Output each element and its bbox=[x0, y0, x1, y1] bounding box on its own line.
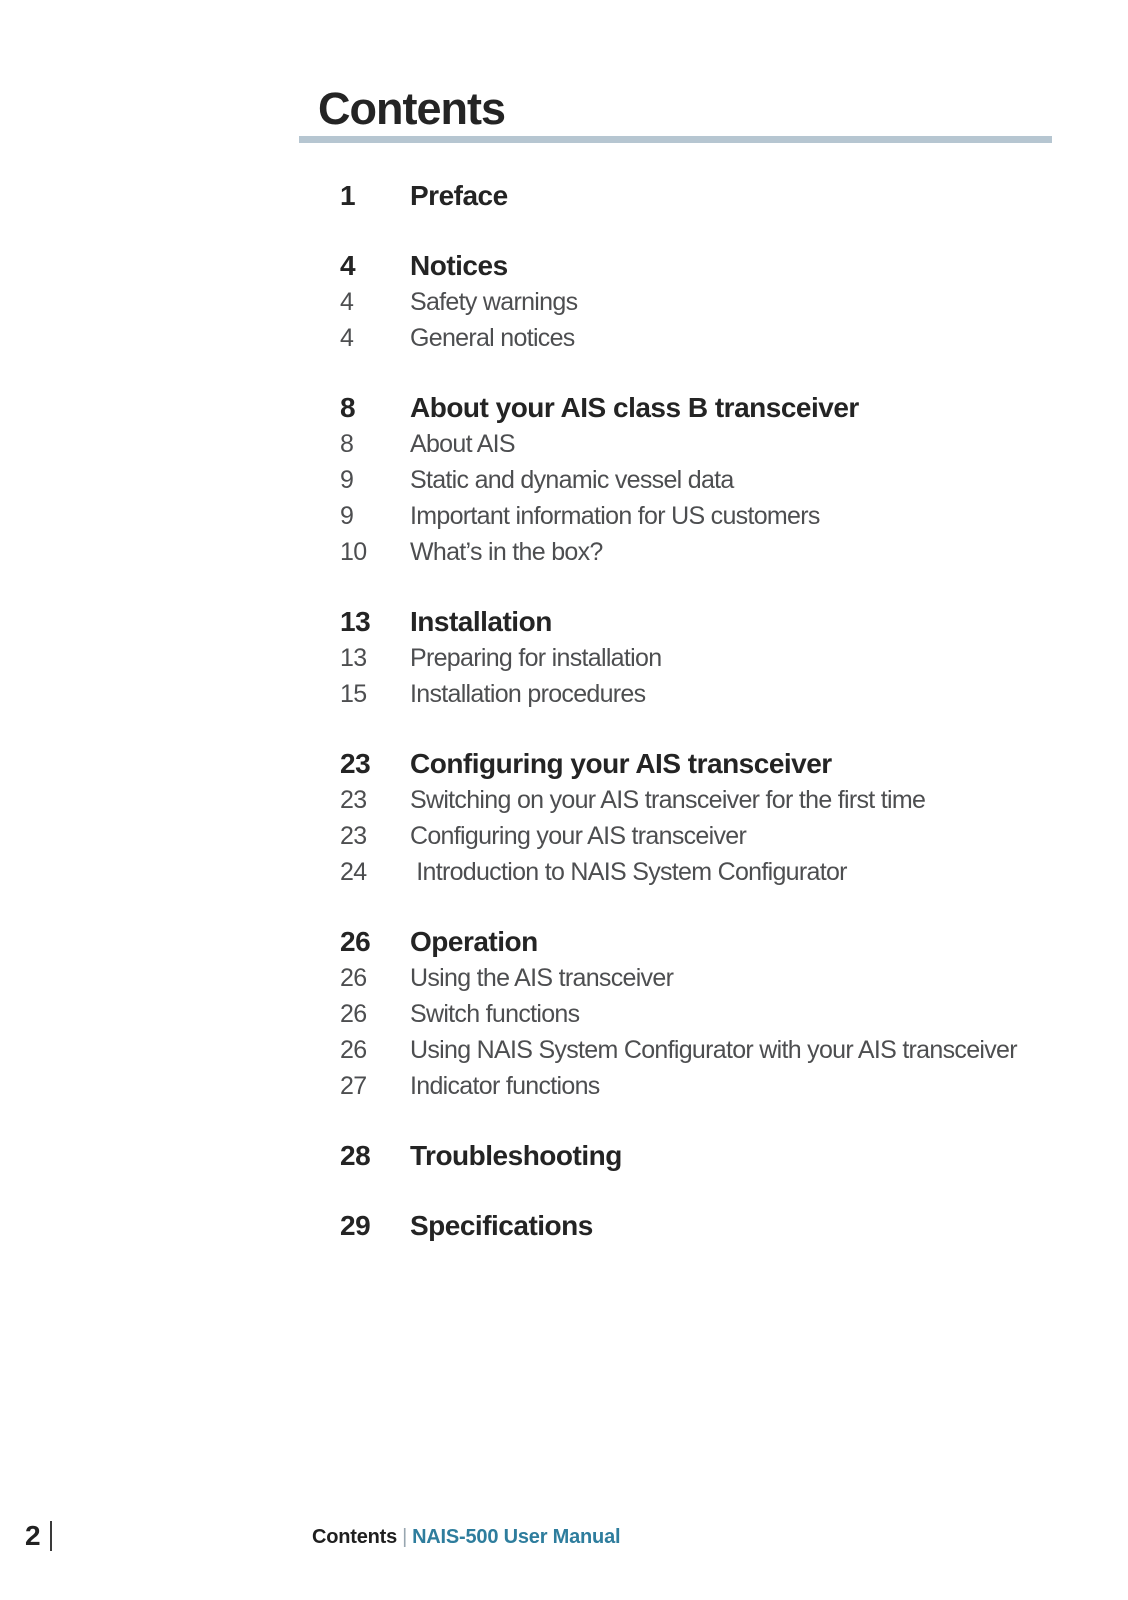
page-footer-center bbox=[312, 1526, 620, 1549]
toc-item-label: Using NAIS System Configurator with your AIS transceiver bbox=[410, 1035, 1017, 1064]
toc-item-page-number: 4 bbox=[340, 323, 354, 352]
toc-item-page-number: 26 bbox=[340, 963, 367, 992]
toc-entry bbox=[340, 426, 1017, 462]
toc-item-label: Preparing for installation bbox=[410, 643, 662, 672]
toc-item-page-number: 13 bbox=[340, 643, 367, 672]
toc-section bbox=[340, 1138, 1017, 1174]
toc-item-page-number: 26 bbox=[340, 1035, 367, 1064]
toc-section bbox=[340, 1208, 1017, 1244]
toc-item-page-number: 10 bbox=[340, 537, 367, 566]
toc-entry bbox=[340, 1068, 1017, 1104]
footer-section-name: Contents bbox=[312, 1526, 398, 1548]
toc-section-page-number: 4 bbox=[340, 250, 356, 281]
toc-item-page-number: 23 bbox=[340, 821, 367, 850]
toc-section-title: Troubleshooting bbox=[410, 1140, 622, 1171]
footer-page-number: 2 bbox=[25, 1520, 41, 1551]
toc-entry bbox=[340, 390, 1017, 426]
toc-section-page-number: 26 bbox=[340, 926, 371, 957]
toc-section-page-number: 29 bbox=[340, 1210, 371, 1241]
toc-section bbox=[340, 390, 1017, 570]
toc-entry bbox=[340, 178, 1017, 214]
toc-item-page-number: 8 bbox=[340, 429, 354, 458]
toc-item-label: Switching on your AIS transceiver for the first time bbox=[410, 785, 926, 814]
footer-separator: | bbox=[402, 1526, 408, 1548]
toc-section-title: Configuring your AIS transceiver bbox=[410, 748, 832, 779]
toc-item-label: Safety warnings bbox=[410, 287, 578, 316]
toc-entry bbox=[340, 676, 1017, 712]
toc-item-page-number: 23 bbox=[340, 785, 367, 814]
footer-manual-title: NAIS-500 User Manual bbox=[412, 1526, 621, 1548]
toc-section-page-number: 23 bbox=[340, 748, 371, 779]
toc-section bbox=[340, 924, 1017, 1104]
toc-section-title: Preface bbox=[410, 180, 508, 211]
toc-section-title: Notices bbox=[410, 250, 508, 281]
toc-entry bbox=[340, 1032, 1017, 1068]
toc-item-label: Configuring your AIS transceiver bbox=[410, 821, 747, 850]
toc-section bbox=[340, 604, 1017, 712]
toc-entry bbox=[340, 782, 1017, 818]
toc-entry bbox=[340, 498, 1017, 534]
toc-list bbox=[340, 178, 1017, 1278]
page-title: Contents bbox=[318, 83, 505, 134]
toc-entry bbox=[340, 854, 1017, 890]
toc-entry bbox=[340, 924, 1017, 960]
toc-item-page-number: 24 bbox=[340, 857, 367, 886]
toc-item-page-number: 26 bbox=[340, 999, 367, 1028]
toc-entry bbox=[340, 960, 1017, 996]
toc-entry bbox=[340, 818, 1017, 854]
toc-section bbox=[340, 248, 1017, 356]
toc-entry bbox=[340, 284, 1017, 320]
toc-section bbox=[340, 746, 1017, 890]
toc-entry bbox=[340, 1138, 1017, 1174]
toc-item-label: Static and dynamic vessel data bbox=[410, 465, 734, 494]
toc-section-title: About your AIS class B transceiver bbox=[410, 392, 859, 423]
toc-section-page-number: 28 bbox=[340, 1140, 371, 1171]
toc-item-page-number: 27 bbox=[340, 1071, 367, 1100]
toc-section-title: Installation bbox=[410, 606, 552, 637]
toc-item-label: Important information for US customers bbox=[410, 501, 820, 530]
toc-item-page-number: 4 bbox=[340, 287, 354, 316]
toc-item-label: Switch functions bbox=[410, 999, 580, 1028]
toc-entry bbox=[340, 746, 1017, 782]
toc-item-label: What’s in the box? bbox=[410, 537, 603, 566]
toc-section-title: Specifications bbox=[410, 1210, 593, 1241]
toc-entry bbox=[340, 462, 1017, 498]
toc-entry bbox=[340, 320, 1017, 356]
toc-entry bbox=[340, 534, 1017, 570]
toc-section bbox=[340, 178, 1017, 214]
toc-item-label: Using the AIS transceiver bbox=[410, 963, 674, 992]
toc-entry bbox=[340, 248, 1017, 284]
toc-item-label: About AIS bbox=[410, 429, 515, 458]
toc-item-label: Indicator functions bbox=[410, 1071, 600, 1100]
toc-section-title: Operation bbox=[410, 926, 538, 957]
toc-item-label: Installation procedures bbox=[410, 679, 646, 708]
toc-item-page-number: 9 bbox=[340, 465, 354, 494]
toc-section-page-number: 1 bbox=[340, 180, 356, 211]
title-rule bbox=[299, 136, 1052, 143]
toc-entry bbox=[340, 996, 1017, 1032]
toc-item-page-number: 15 bbox=[340, 679, 367, 708]
toc-entry bbox=[340, 640, 1017, 676]
toc-item-label: General notices bbox=[410, 323, 575, 352]
toc-item-page-number: 9 bbox=[340, 501, 354, 530]
toc-entry bbox=[340, 604, 1017, 640]
toc-section-page-number: 13 bbox=[340, 606, 371, 637]
toc-entry bbox=[340, 1208, 1017, 1244]
page-footer-left bbox=[25, 1521, 52, 1551]
toc-section-page-number: 8 bbox=[340, 392, 356, 423]
footer-divider-bar bbox=[50, 1521, 52, 1551]
toc-item-label: Introduction to NAIS System Configurator bbox=[410, 857, 847, 886]
